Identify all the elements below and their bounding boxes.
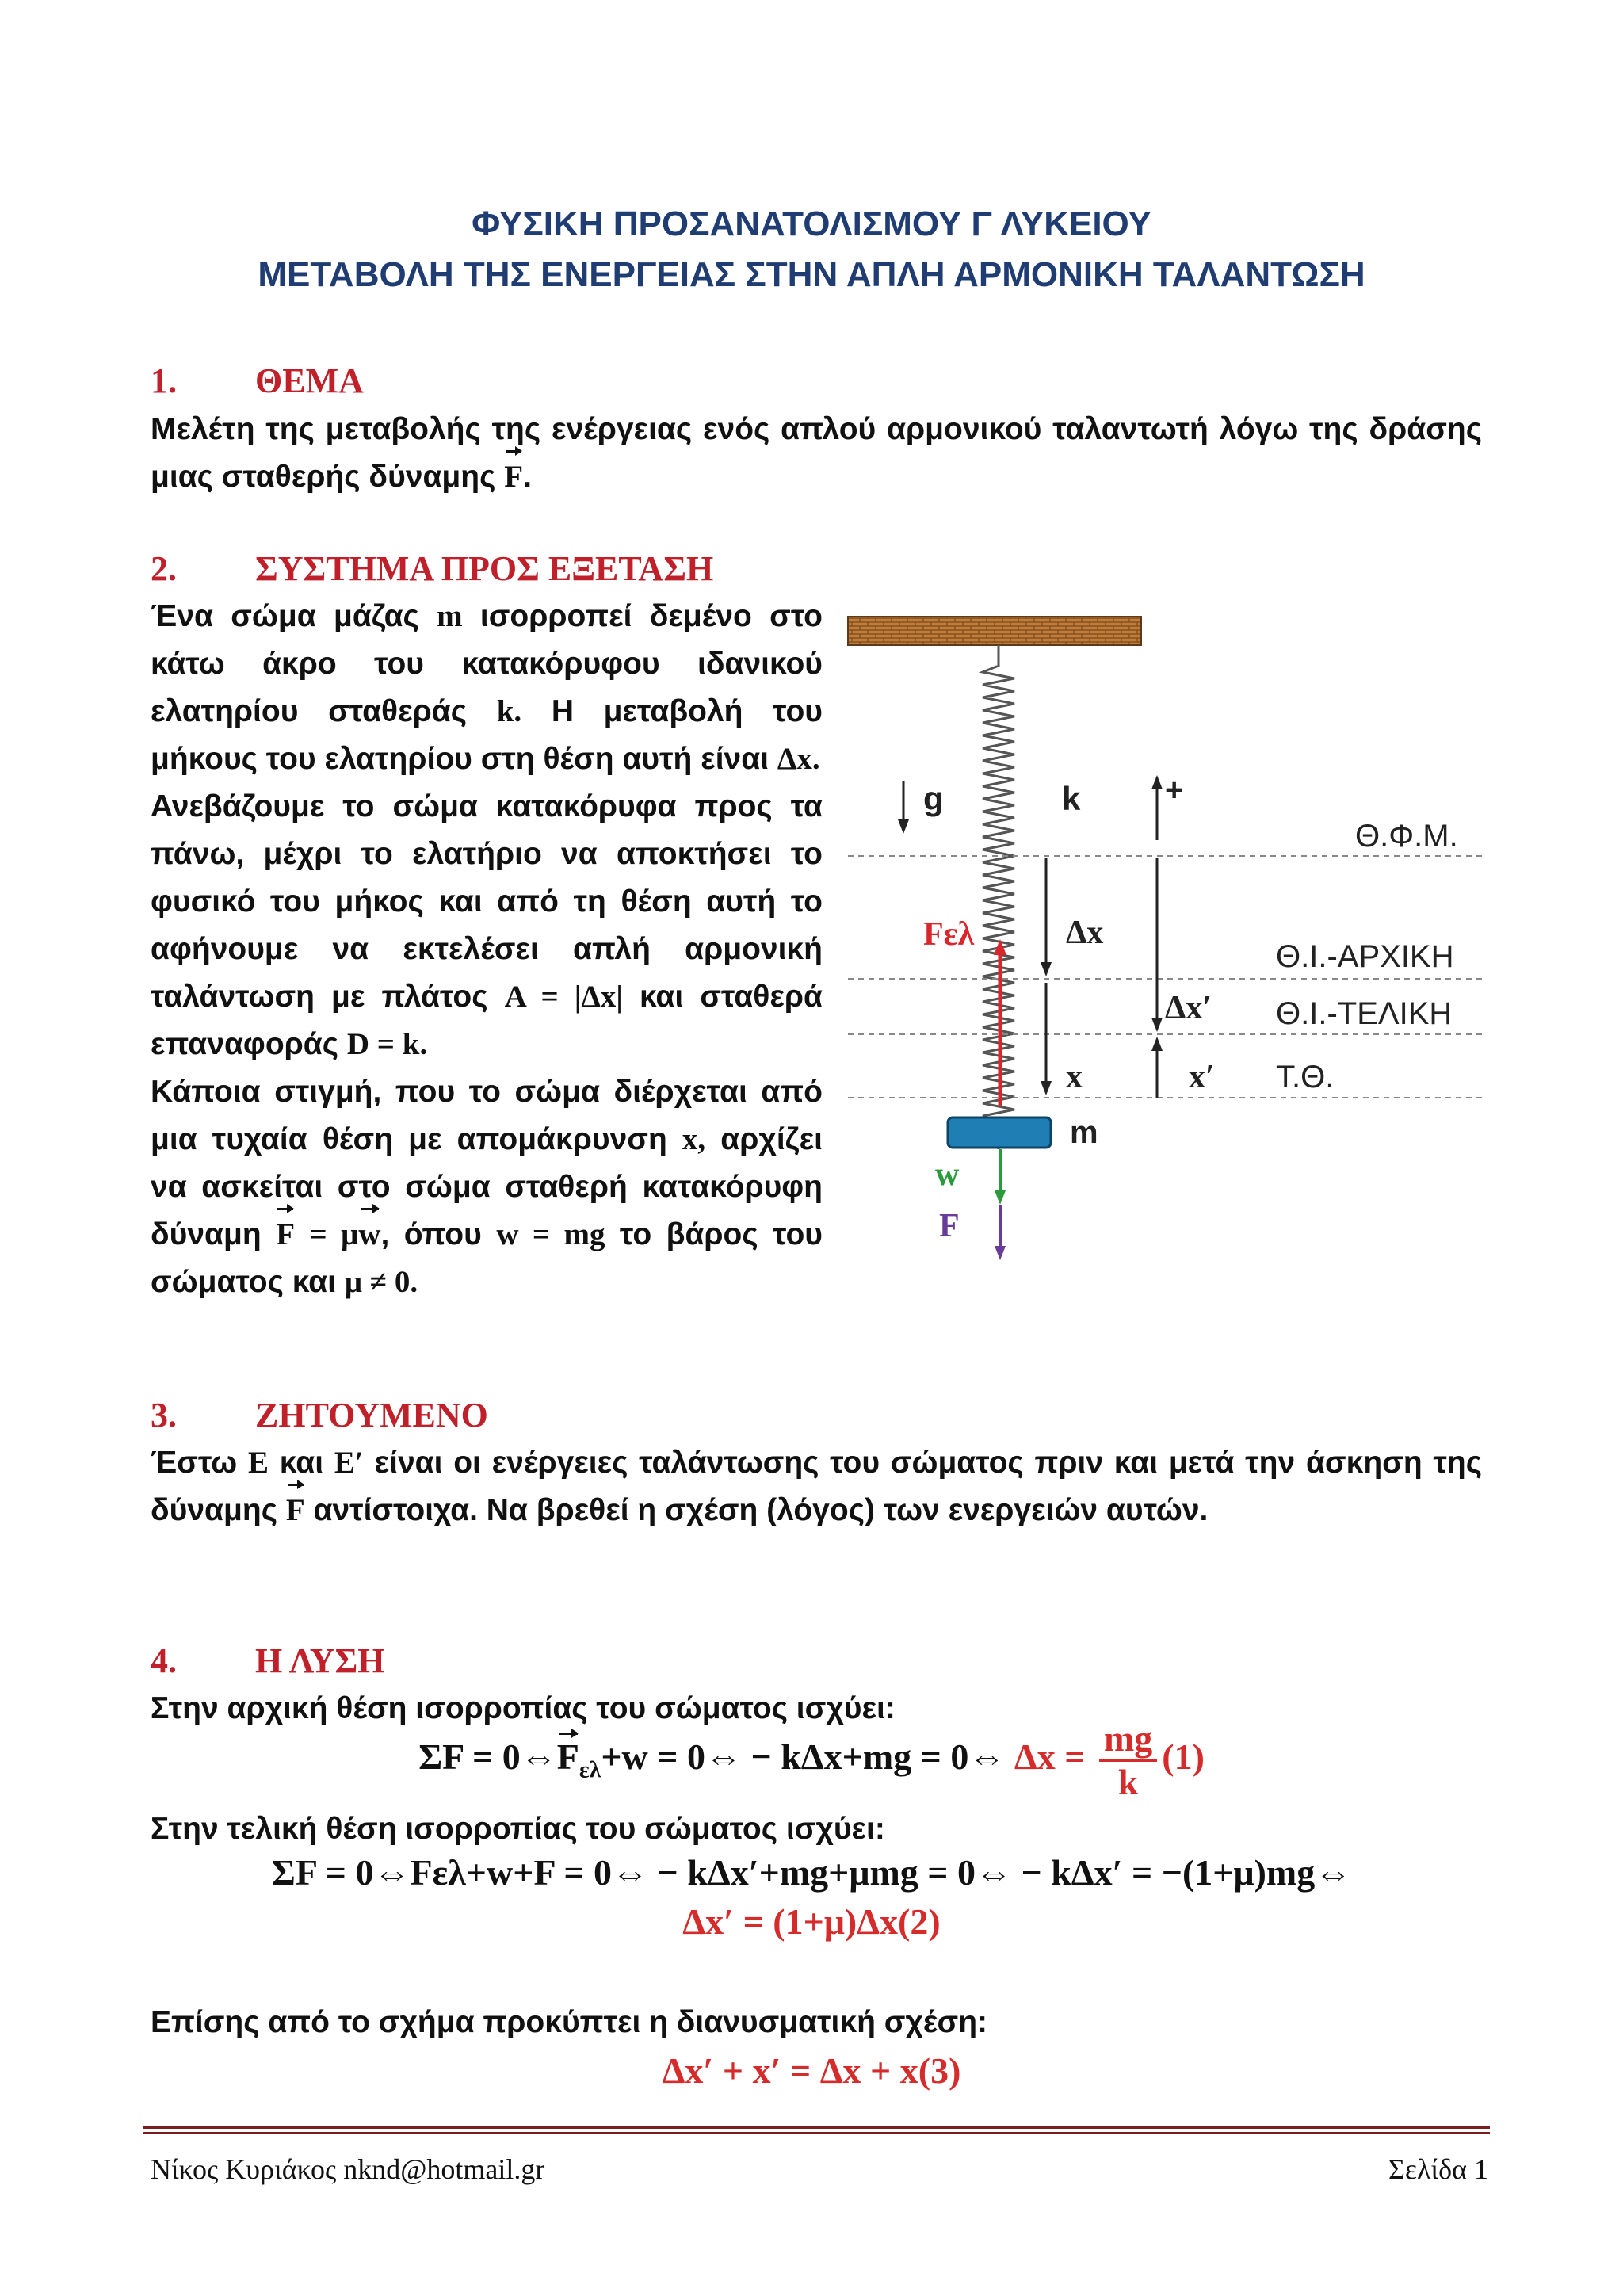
label-k: k xyxy=(1062,780,1081,817)
math-symbol: x, xyxy=(682,1122,706,1156)
positive-axis-arrowhead xyxy=(1151,775,1163,789)
section-number: 3. xyxy=(151,1396,177,1435)
math-symbol: k. xyxy=(496,694,522,728)
math-symbol: E xyxy=(248,1446,269,1480)
xp-arrowhead xyxy=(1151,1037,1163,1051)
mass-block xyxy=(948,1117,1051,1148)
math-symbol: D = k. xyxy=(346,1027,428,1061)
weight-arrowhead xyxy=(995,1190,1006,1205)
equation-4: Δx′ + x′ = Δx + x(3) xyxy=(662,2050,961,2091)
text-run: Ένα σώμα μάζας xyxy=(151,599,419,633)
footer-page-number: Σελίδα 1 xyxy=(1388,2153,1488,2185)
math-run: F xyxy=(556,1736,579,1778)
dx-arrowhead xyxy=(1041,962,1052,976)
label-w: w xyxy=(935,1156,960,1193)
section-2-text xyxy=(151,593,823,1306)
document-title-line1: ΦΥΣΙΚΗ ΠΡΟΣΑΝΑΤΟΛΙΣΜΟΥ Γ ΛΥΚΕΙΟΥ xyxy=(472,204,1151,243)
math-symbol: Δx. xyxy=(777,742,820,776)
numerator: mg xyxy=(1099,1718,1157,1762)
spring-mass-diagram xyxy=(840,602,1490,1284)
math-run: Δx = xyxy=(1014,1736,1086,1778)
denominator: k xyxy=(1117,1762,1139,1802)
section-title: Η ΛΥΣΗ xyxy=(255,1641,385,1680)
label-thi-initial: Θ.Ι.-ΑΡΧΙΚΗ xyxy=(1276,939,1454,974)
text-run: και xyxy=(279,1446,324,1480)
math-symbol: = μ xyxy=(309,1217,359,1251)
force-arrowhead xyxy=(995,1246,1006,1260)
math-symbol: E′ xyxy=(334,1446,364,1480)
text-run: Έστω xyxy=(151,1446,238,1480)
section-number: 1. xyxy=(151,361,177,400)
footer-author: Νίκος Κυριάκος nknd@hotmail.gr xyxy=(151,2153,545,2185)
text-run: Μελέτη της μεταβολής της ενέργειας ενός απλού αρμονικού ταλαντωτή λόγω της δράσης μιας σταθερής δύναμης xyxy=(151,412,1482,494)
math-symbol: w = mg xyxy=(496,1217,605,1251)
label-xp: x′ xyxy=(1189,1059,1215,1095)
label-x: x xyxy=(1066,1059,1083,1095)
text-run: αντίστοιχα. Να βρεθεί η σχέση (λόγος) των ενεργειών αυτών. xyxy=(313,1493,1209,1527)
gravity-arrowhead xyxy=(898,819,909,834)
label-thfm: Θ.Φ.Μ. xyxy=(1355,819,1458,854)
section-heading-2 xyxy=(151,548,713,589)
fraction-mg-over-k xyxy=(1099,1718,1157,1803)
s4-line1: Στην αρχική θέση ισορροπίας του σώματος ισχύει: xyxy=(151,1691,896,1725)
section-heading-4 xyxy=(151,1641,384,1681)
footer-rule-top xyxy=(143,2126,1490,2129)
s4-line3: Επίσης από το σχήμα προκύπτει η διανυσματική σχέση: xyxy=(151,2005,988,2039)
equation-tag: (1) xyxy=(1162,1736,1205,1778)
math-symbol: m xyxy=(437,599,463,633)
math-symbol: μ ≠ 0. xyxy=(344,1265,418,1299)
section-title: ΣΥΣΤΗΜΑ ΠΡΟΣ ΕΞΕΤΑΣΗ xyxy=(255,549,714,588)
section-heading-1 xyxy=(151,361,364,401)
text-run: αρχίζει να ασκείται στο σώμα σταθερή κατακόρυφη δύναμη xyxy=(151,1122,823,1251)
x-arrowhead xyxy=(1041,1081,1052,1095)
section-title: ΖΗΤΟΥΜΕΝΟ xyxy=(255,1396,488,1435)
label-dx: Δx xyxy=(1066,915,1104,951)
label-m: m xyxy=(1070,1115,1098,1150)
dxp-arrowhead xyxy=(1151,1018,1163,1032)
math-run: ΣF = 0⇔ xyxy=(418,1736,557,1778)
text-run: Η μεταβολή του μήκους του ελατηρίου στη θέση αυτή είναι xyxy=(151,694,823,776)
text-run: . xyxy=(523,460,532,494)
label-plus: + xyxy=(1165,773,1184,808)
s4-line2: Στην τελική θέση ισορροπίας του σώματος ισχύει: xyxy=(151,1812,885,1846)
equation-3: Δx′ = (1+μ)Δx(2) xyxy=(682,1901,941,1942)
label-fel: Fελ xyxy=(923,916,975,953)
math-symbol: w xyxy=(358,1211,380,1259)
label-F: F xyxy=(939,1208,960,1244)
text-run: και σταθερά επαναφοράς xyxy=(151,980,823,1061)
equation-2: ΣF = 0⇔Fελ+w+F = 0⇔ − kΔx′+mg+μmg = 0⇔ − kΔx′ = −(1+μ)mg⇔ xyxy=(271,1852,1352,1893)
label-dxp: Δx′ xyxy=(1165,990,1212,1026)
section-number: 2. xyxy=(151,549,177,588)
math-symbol: F xyxy=(276,1211,295,1259)
text-run: είναι οι ενέργειες ταλάντωσης του σώματος πριν και μετά την άσκηση της δύναμης xyxy=(151,1446,1482,1527)
math-symbol: F xyxy=(504,453,523,501)
section-heading-3 xyxy=(151,1395,488,1435)
footer-rule-bottom xyxy=(143,2132,1490,2134)
label-thi-final: Θ.Ι.-ΤΕΛΙΚΗ xyxy=(1276,996,1453,1031)
text-run: Ανεβάζουμε το σώμα κατακόρυφα προς τα πάνω, μέχρι το ελατήριο να αποκτήσει το φυσικό του μήκος και από τη θέση αυτή το αφήνουμε να εκτελέσει απλή αρμονική ταλάντωση με πλάτος xyxy=(151,789,823,1014)
math-symbol: A = |Δx| xyxy=(504,980,623,1014)
label-g: g xyxy=(923,780,944,817)
section-3-text xyxy=(151,1439,1482,1534)
document-title-line2: ΜΕΤΑΒΟΛΗ ΤΗΣ ΕΝΕΡΓΕΙΑΣ ΣΤΗΝ ΑΠΛΗ ΑΡΜΟΝΙΚΗ ΤΑΛΑΝΤΩΣΗ xyxy=(258,255,1365,294)
math-run: +w = 0⇔ − kΔx+mg = 0⇔ xyxy=(601,1736,1006,1778)
text-run: το βάρος του σώματος και xyxy=(151,1217,823,1299)
section-title: ΘΕΜΑ xyxy=(255,361,364,400)
text-run: , όπου xyxy=(380,1217,482,1251)
equation-1: $\Sigma F = 0\Leftrightarrow F_{\varepsilon\lambda}+w$ = 0⇔ − kΔx+mg = 0⇔ Δx = $\frac{mg}{k}$ (1) xyxy=(418,1718,1205,1802)
text-run: Κάποια στιγμή, που το σώμα διέρχεται από μια τυχαία θέση με απομάκρυνση xyxy=(151,1075,823,1156)
section-number: 4. xyxy=(151,1641,177,1680)
label-tth: Τ.Θ. xyxy=(1276,1060,1335,1095)
ceiling xyxy=(848,617,1141,645)
section-1-text xyxy=(151,406,1482,501)
text-run: ισορροπεί δεμένο στο κάτω άκρο του κατακόρυφου ιδανικού ελατηρίου σταθεράς xyxy=(151,599,823,728)
math-symbol: F xyxy=(286,1487,305,1534)
